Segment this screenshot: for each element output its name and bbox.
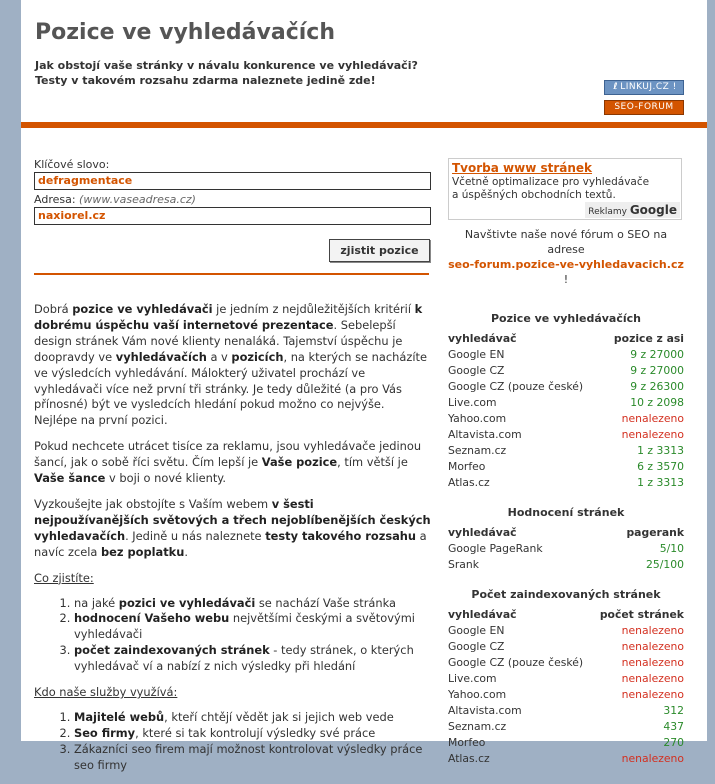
emphasis: pozici ve vyhledávači	[118, 595, 256, 610]
linkuj-badge-label: LINKUJ.CZ !	[620, 82, 677, 92]
intro-paragraph-3: Vyzkoušejte jak obstojíte s Vaším webem v šesti nejpoužívanějších světových a třech nejoblíbenějších českých vyhledavačích. Jedině u nás naleznete testy takového rozsahu a navíc zcela bez poplatku.	[34, 496, 431, 559]
what-you-learn-heading: Co zjistíte:	[34, 570, 94, 585]
indexed-title: Počet zaindexovaných stránek	[471, 588, 661, 601]
indexed-col-engine: vyhledávač	[448, 608, 517, 621]
value-cell: 1 z 3313	[637, 475, 684, 489]
value-cell: 10 z 2098	[630, 395, 684, 409]
submit-button[interactable]: zjistit pozice	[329, 239, 430, 262]
table-row	[448, 670, 684, 686]
value-cell: 437	[663, 719, 684, 733]
table-row	[448, 442, 684, 458]
what-you-learn-list	[34, 596, 431, 676]
engine-cell: Morfeo	[448, 459, 486, 473]
header	[21, 0, 707, 121]
rating-title: Hodnocení stránek	[507, 506, 625, 519]
emphasis: pozicích	[231, 349, 284, 364]
tagline	[35, 58, 418, 88]
table-row	[448, 426, 684, 442]
address-input[interactable]: naxiorel.cz	[34, 207, 431, 225]
engine-cell: Google CZ	[448, 639, 505, 653]
table-row	[448, 474, 684, 490]
seo-forum-badge-link[interactable]: SEO-FORUM	[604, 100, 684, 115]
rating-col-engine: vyhledávač	[448, 526, 517, 539]
value-cell: 312	[663, 703, 684, 717]
form-divider	[34, 273, 429, 275]
table-row	[448, 394, 684, 410]
sidebar	[448, 158, 684, 766]
emphasis: bez poplatku	[101, 544, 185, 559]
who-uses-list	[34, 710, 431, 774]
table-row	[448, 686, 684, 702]
table-row	[448, 458, 684, 474]
address-label-text: Adresa:	[34, 193, 76, 206]
list-item: 1. na jaké pozici ve vyhledávači se nachází Vaše stránka	[74, 596, 431, 612]
engine-cell: Seznam.cz	[448, 443, 507, 457]
engine-cell: Google CZ (pouze české)	[448, 379, 584, 393]
rating-table	[448, 525, 684, 572]
value-cell: 25/100	[646, 557, 684, 571]
table-row	[448, 556, 684, 572]
positions-col-engine: vyhledávač	[448, 332, 517, 345]
emphasis: Majitelé webů	[74, 709, 165, 724]
table-row	[448, 734, 684, 750]
value-cell: nenalezeno	[621, 623, 684, 637]
emphasis: testy takového rozsahu	[265, 528, 417, 543]
forum-link[interactable]: seo-forum.pozice-ve-vyhledavacich.cz	[448, 258, 684, 271]
value-cell: nenalezeno	[621, 751, 684, 765]
value-cell: 9 z 26300	[630, 379, 684, 393]
table-row	[448, 540, 684, 556]
emphasis: v šesti nejpoužívanějších světových a třech nejoblíbenějších českých vyhledavačích	[34, 496, 431, 543]
address-label	[34, 193, 431, 206]
engine-cell: Google EN	[448, 347, 505, 361]
engine-cell: Srank	[448, 557, 480, 571]
table-row	[448, 362, 684, 378]
value-cell: nenalezeno	[621, 427, 684, 441]
ad-badge-prefix: Reklamy	[588, 207, 627, 217]
value-cell: nenalezeno	[621, 671, 684, 685]
table-row	[448, 622, 684, 638]
emphasis: Seo firmy	[74, 725, 136, 740]
linkuj-icon: ℓ	[613, 82, 619, 92]
positions-col-value: pozice z asi	[613, 332, 684, 345]
emphasis: Vaše šance	[34, 471, 106, 486]
emphasis: vyhledávačích	[115, 349, 207, 364]
positions-title: Pozice ve vyhledávačích	[491, 312, 641, 325]
ad-title-link[interactable]: Tvorba www stránek	[452, 161, 593, 175]
who-uses-heading: Kdo naše služby využívá:	[34, 685, 178, 700]
engine-cell: Google EN	[448, 623, 505, 637]
intro-paragraph-2: Pokud nechcete utrácet tisíce za reklamu, jsou vyhledávače jedinou šancí, jak o sobě říci světu. Čím lepší je Vaše pozice, tím větší je Vaše šance v boji o nové klienty.	[34, 439, 422, 486]
list-item: 2. hodnocení Vašeho webu největšími českými a světovými vyhledávači	[74, 611, 431, 643]
rating-col-value: pagerank	[626, 526, 684, 539]
emphasis: k dobrému úspěchu vaší internetové prezentace	[34, 302, 423, 332]
value-cell: 6 z 3570	[637, 459, 684, 473]
list-item: 1. Majitelé webů, kteří chtějí vědět jak si jejich web vede	[74, 710, 431, 726]
intro-content	[34, 302, 431, 784]
engine-cell: Google CZ	[448, 363, 505, 377]
ad-google-badge[interactable]	[585, 202, 680, 218]
table-row	[448, 346, 684, 362]
search-form	[34, 158, 431, 257]
keyword-input[interactable]: defragmentace	[34, 172, 431, 190]
value-cell: 270	[663, 735, 684, 749]
page-title: Pozice ve vyhledávačích	[35, 20, 335, 45]
forum-suffix: !	[563, 273, 569, 286]
value-cell: 9 z 27000	[630, 347, 684, 361]
value-cell: 5/10	[659, 541, 684, 555]
address-hint: (www.vaseadresa.cz)	[79, 193, 196, 206]
engine-cell: Altavista.com	[448, 703, 522, 717]
engine-cell: Seznam.cz	[448, 719, 507, 733]
list-item: 3. Zákazníci seo firem mají možnost kontrolovat výsledky práce seo firmy	[74, 742, 431, 774]
table-row	[448, 654, 684, 670]
forum-text: Navštivte naše nové fórum o SEO na adrese	[464, 228, 668, 256]
indexed-col-value: počet stránek	[599, 608, 684, 621]
emphasis: počet zaindexovaných stránek	[74, 643, 270, 658]
value-cell: nenalezeno	[621, 655, 684, 669]
engine-cell: Yahoo.com	[448, 411, 507, 425]
engine-cell: Atlas.cz	[448, 475, 490, 489]
tagline-line-2: Testy v takovém rozsahu zdarma naleznete jedině zde!	[35, 74, 376, 87]
engine-cell: Google CZ (pouze české)	[448, 655, 584, 669]
emphasis: pozice ve vyhledávači	[72, 302, 213, 316]
engine-cell: Atlas.cz	[448, 751, 490, 765]
positions-table	[448, 331, 684, 490]
engine-cell: Altavista.com	[448, 427, 522, 441]
table-row	[448, 638, 684, 654]
table-row	[448, 410, 684, 426]
engine-cell: Google PageRank	[448, 541, 543, 555]
engine-cell: Morfeo	[448, 735, 486, 749]
table-row	[448, 718, 684, 734]
google-logo: Google	[629, 203, 677, 217]
value-cell: 9 z 27000	[630, 363, 684, 377]
value-cell: nenalezeno	[621, 687, 684, 701]
keyword-label: Klíčové slovo:	[34, 158, 110, 171]
value-cell: nenalezeno	[621, 411, 684, 425]
emphasis: Vaše pozice	[261, 455, 338, 470]
engine-cell: Yahoo.com	[448, 687, 507, 701]
intro-paragraph-1: Dobrá pozice ve vyhledávači je jedním z nejdůležitějších kritérií k dobrému úspěchu vaší internetové prezentace. Sebelepší design stránek Vám nové klienty nenaláká. Tajemství úspěchu je doopravdy ve vyhledávačích a v pozicích, na kterých se nacházíte ve výsledcích vyhledávání. Málokterý uživatel prochází ve vyhledávači více než první tři stránky. Je tedy důležité (a pro Vás přínosné) být ve vysledcích hledání pokud možno co nejvýše. Nejlépe na první pozici.	[34, 302, 427, 428]
engine-cell: Live.com	[448, 671, 497, 685]
page	[21, 0, 707, 772]
ad-box[interactable]	[448, 158, 682, 220]
engine-cell: Live.com	[448, 395, 497, 409]
list-item: 3. počet zaindexovaných stránek - tedy stránek, o kterých vyhledávač ví a nabízí z nich výsledky při hledání	[74, 643, 431, 675]
indexed-table	[448, 607, 684, 766]
table-row	[448, 750, 684, 766]
linkuj-badge-link[interactable]	[604, 80, 684, 95]
ad-text: Včetně optimalizace pro vyhledávače a úspěšných obchodních textů.	[452, 176, 650, 201]
value-cell: 1 z 3313	[637, 443, 684, 457]
table-row	[448, 702, 684, 718]
value-cell: nenalezeno	[621, 639, 684, 653]
emphasis: hodnocení Vašeho webu	[74, 611, 230, 626]
list-item: 2. Seo firmy, které si tak kontrolují výsledky své práce	[74, 726, 431, 742]
forum-promo	[448, 227, 684, 287]
tagline-line-1: Jak obstojí vaše stránky v návalu konkurence ve vyhledávači?	[35, 59, 418, 72]
table-row	[448, 378, 684, 394]
header-divider	[21, 122, 707, 128]
